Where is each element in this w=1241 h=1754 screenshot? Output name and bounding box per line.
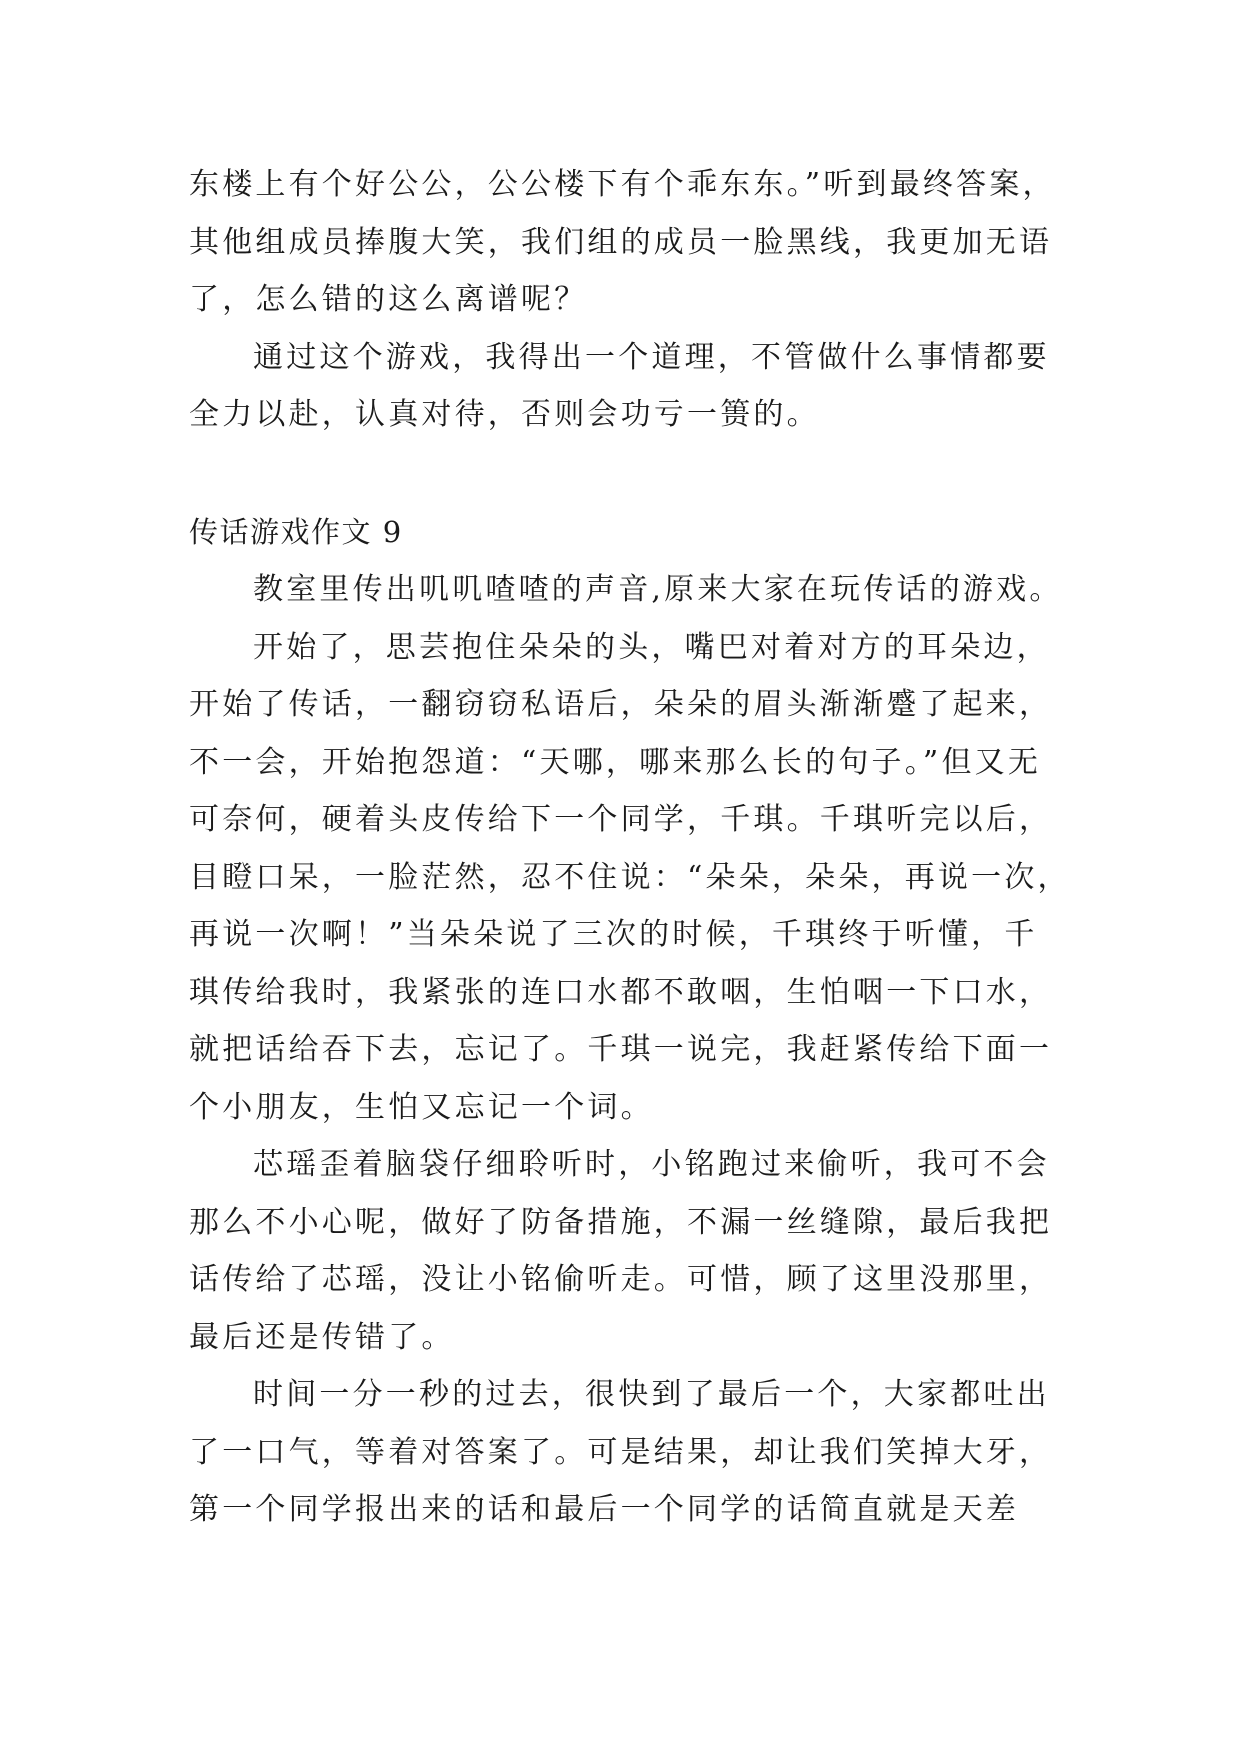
text-line: 那么不小心呢，做好了防备措施，不漏一丝缝隙，最后我把 [189,1204,1053,1240]
paragraph [189,619,1069,1137]
text-line: 通过这个游戏，我得出一个道理，不管做什么事情都要 [253,339,1050,375]
text-line: 开始了，思芸抱住朵朵的头，嘴巴对着对方的耳朵边， [253,629,1050,665]
section-heading-block [189,504,1069,562]
section-text-block [189,561,1069,1539]
text-line: 芯瑶歪着脑袋仔细聆听时，小铭跑过来偷听，我可不会 [253,1147,1050,1182]
text-line: 了，怎么错的这么离谱呢？ [189,282,588,317]
text-line: 了一口气，等着对答案了。可是结果，却让我们笑掉大牙， [189,1434,1053,1470]
text-line: 时间一分一秒的过去，很快到了最后一个，大家都吐出 [253,1377,1050,1412]
text-line: 第一个同学报出来的话和最后一个同学的话简直就是天差 [189,1492,1019,1527]
paragraph [189,156,1069,329]
paragraph [189,561,1069,619]
section-title: 传话游戏作文 9 [189,515,403,549]
paragraph [189,1136,1069,1366]
paragraph [189,329,1069,444]
text-line: 再说一次啊！”当朵朵说了三次的时候，千琪终于听懂，千 [189,917,1038,952]
text-line: 东楼上有个好公公，公公楼下有个乖东东。”听到最终答案， [189,167,1056,202]
top-text-block [189,156,1069,444]
text-line: 最后还是传错了。 [189,1319,455,1355]
text-line: 个小朋友，生怕又忘记一个词。 [189,1089,654,1125]
text-line: 可奈何，硬着头皮传给下一个同学，千琪。千琪听完以后， [189,802,1053,837]
text-line: 教室里传出叽叽喳喳的声音,原来大家在玩传话的游戏。 [253,572,1063,607]
text-line: 其他组成员捧腹大笑，我们组的成员一脸黑线，我更加无语 [189,224,1053,260]
paragraph [189,1366,1069,1539]
text-line: 话传给了芯瑶，没让小铭偷听走。可惜，顾了这里没那里， [189,1262,1053,1297]
text-line: 就把话给吞下去，忘记了。千琪一说完，我赶紧传给下面一 [189,1032,1053,1067]
text-line: 不一会，开始抱怨道：“天哪，哪来那么长的句子。”但又无 [189,744,1042,780]
text-line: 目瞪口呆，一脸茫然，忍不住说：“朵朵，朵朵，再说一次， [189,859,1071,895]
text-line: 琪传给我时，我紧张的连口水都不敢咽，生怕咽一下口水， [189,974,1053,1010]
text-line: 全力以赴，认真对待，否则会功亏一篑的。 [189,397,820,432]
text-line: 开始了传话，一翻窃窃私语后，朵朵的眉头渐渐蹙了起来， [189,687,1053,722]
